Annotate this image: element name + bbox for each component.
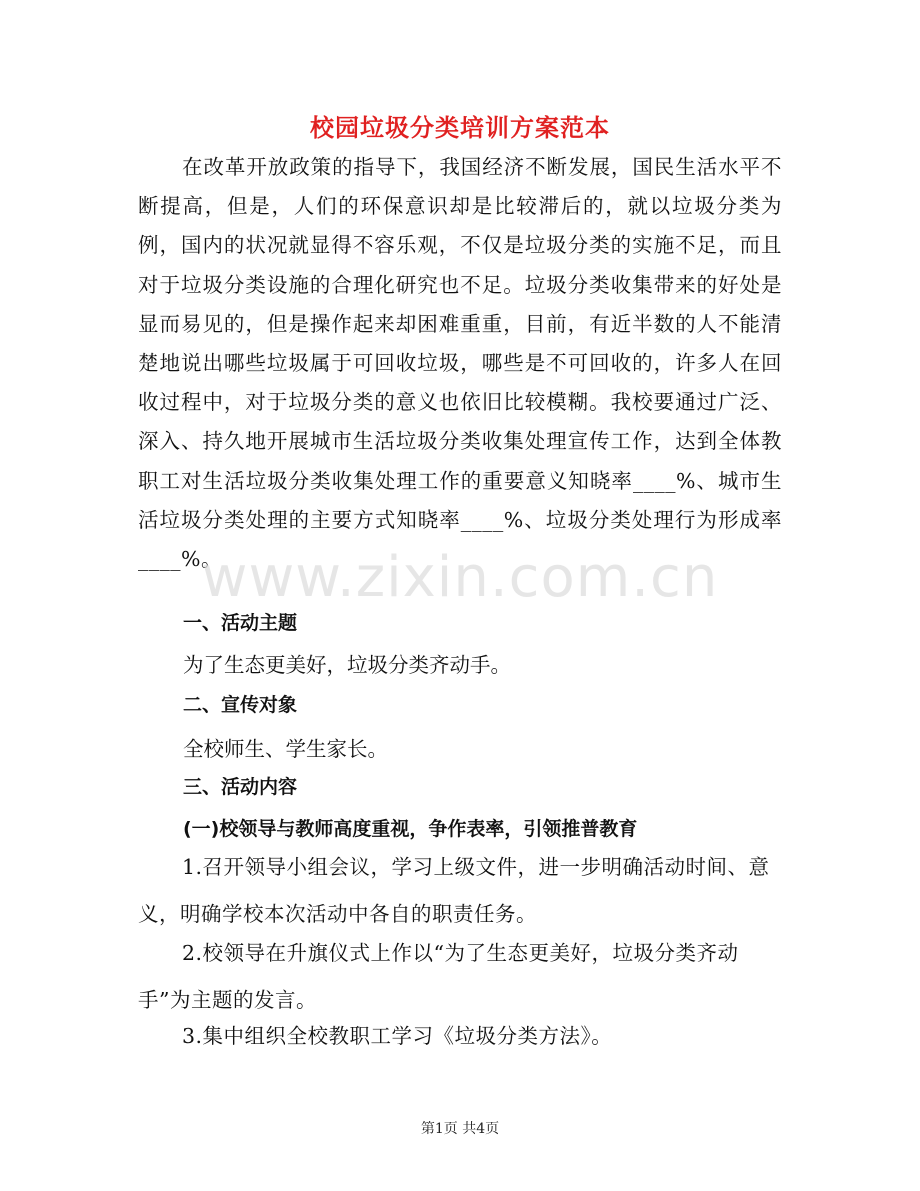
section-heading-theme: 一、活动主题	[183, 612, 298, 634]
list-item-1: 1.召开领导小组会议，学习上级文件，进一步明确活动时间、意义，明确学校本次活动中各自的职责任务。	[138, 855, 770, 926]
watermark-text: www.zixin.com.cn	[201, 545, 719, 610]
list-item-3: 3.集中组织全校教职工学习《垃圾分类方法》。	[182, 1024, 613, 1048]
page-indicator: 第1页 共4页	[420, 1121, 500, 1137]
section-heading-content: 三、活动内容	[183, 776, 298, 798]
document-title: 校园垃圾分类培训方案范本	[310, 113, 610, 142]
section-text-theme: 为了生态更美好，垃圾分类齐动手。	[183, 653, 511, 677]
section-heading-audience: 二、宣传对象	[183, 694, 298, 716]
list-item-2: 2.校领导在升旗仪式上作以“为了生态更美好，垃圾分类齐动手”为主题的发言。	[138, 941, 739, 1012]
intro-paragraph: 在改革开放政策的指导下，我国经济不断发展，国民生活水平不断提高，但是，人们的环保意识却是比较滞后的，就以垃圾分类为例，国内的状况就显得不容乐观，不仅是垃圾分类的实施不足，而且对于垃圾分类设施的合理化研究也不足。垃圾分类收集带来的好处是显而易见的，但是操作起来却困难重重，目前，有近半数的人不能清楚地说出哪些垃圾属于可回收垃圾，哪些是不可回收的，许多人在回收过程中，对于垃圾分类的意义也依旧比较模糊。我校要通过广泛、深入、持久地开展城市生活垃圾分类收集处理宣传工作，达到全体教职工对生活垃圾分类收集处理工作的重要意义知晓率____%、城市生活垃圾分类处理的主要方式知晓率____%、垃圾分类处理行为形成率____%。	[138, 155, 782, 572]
section-text-audience: 全校师生、学生家长。	[183, 737, 388, 761]
subsection-heading-leadership: (一)校领导与教师高度重视，争作表率，引领推普教育	[183, 818, 638, 840]
